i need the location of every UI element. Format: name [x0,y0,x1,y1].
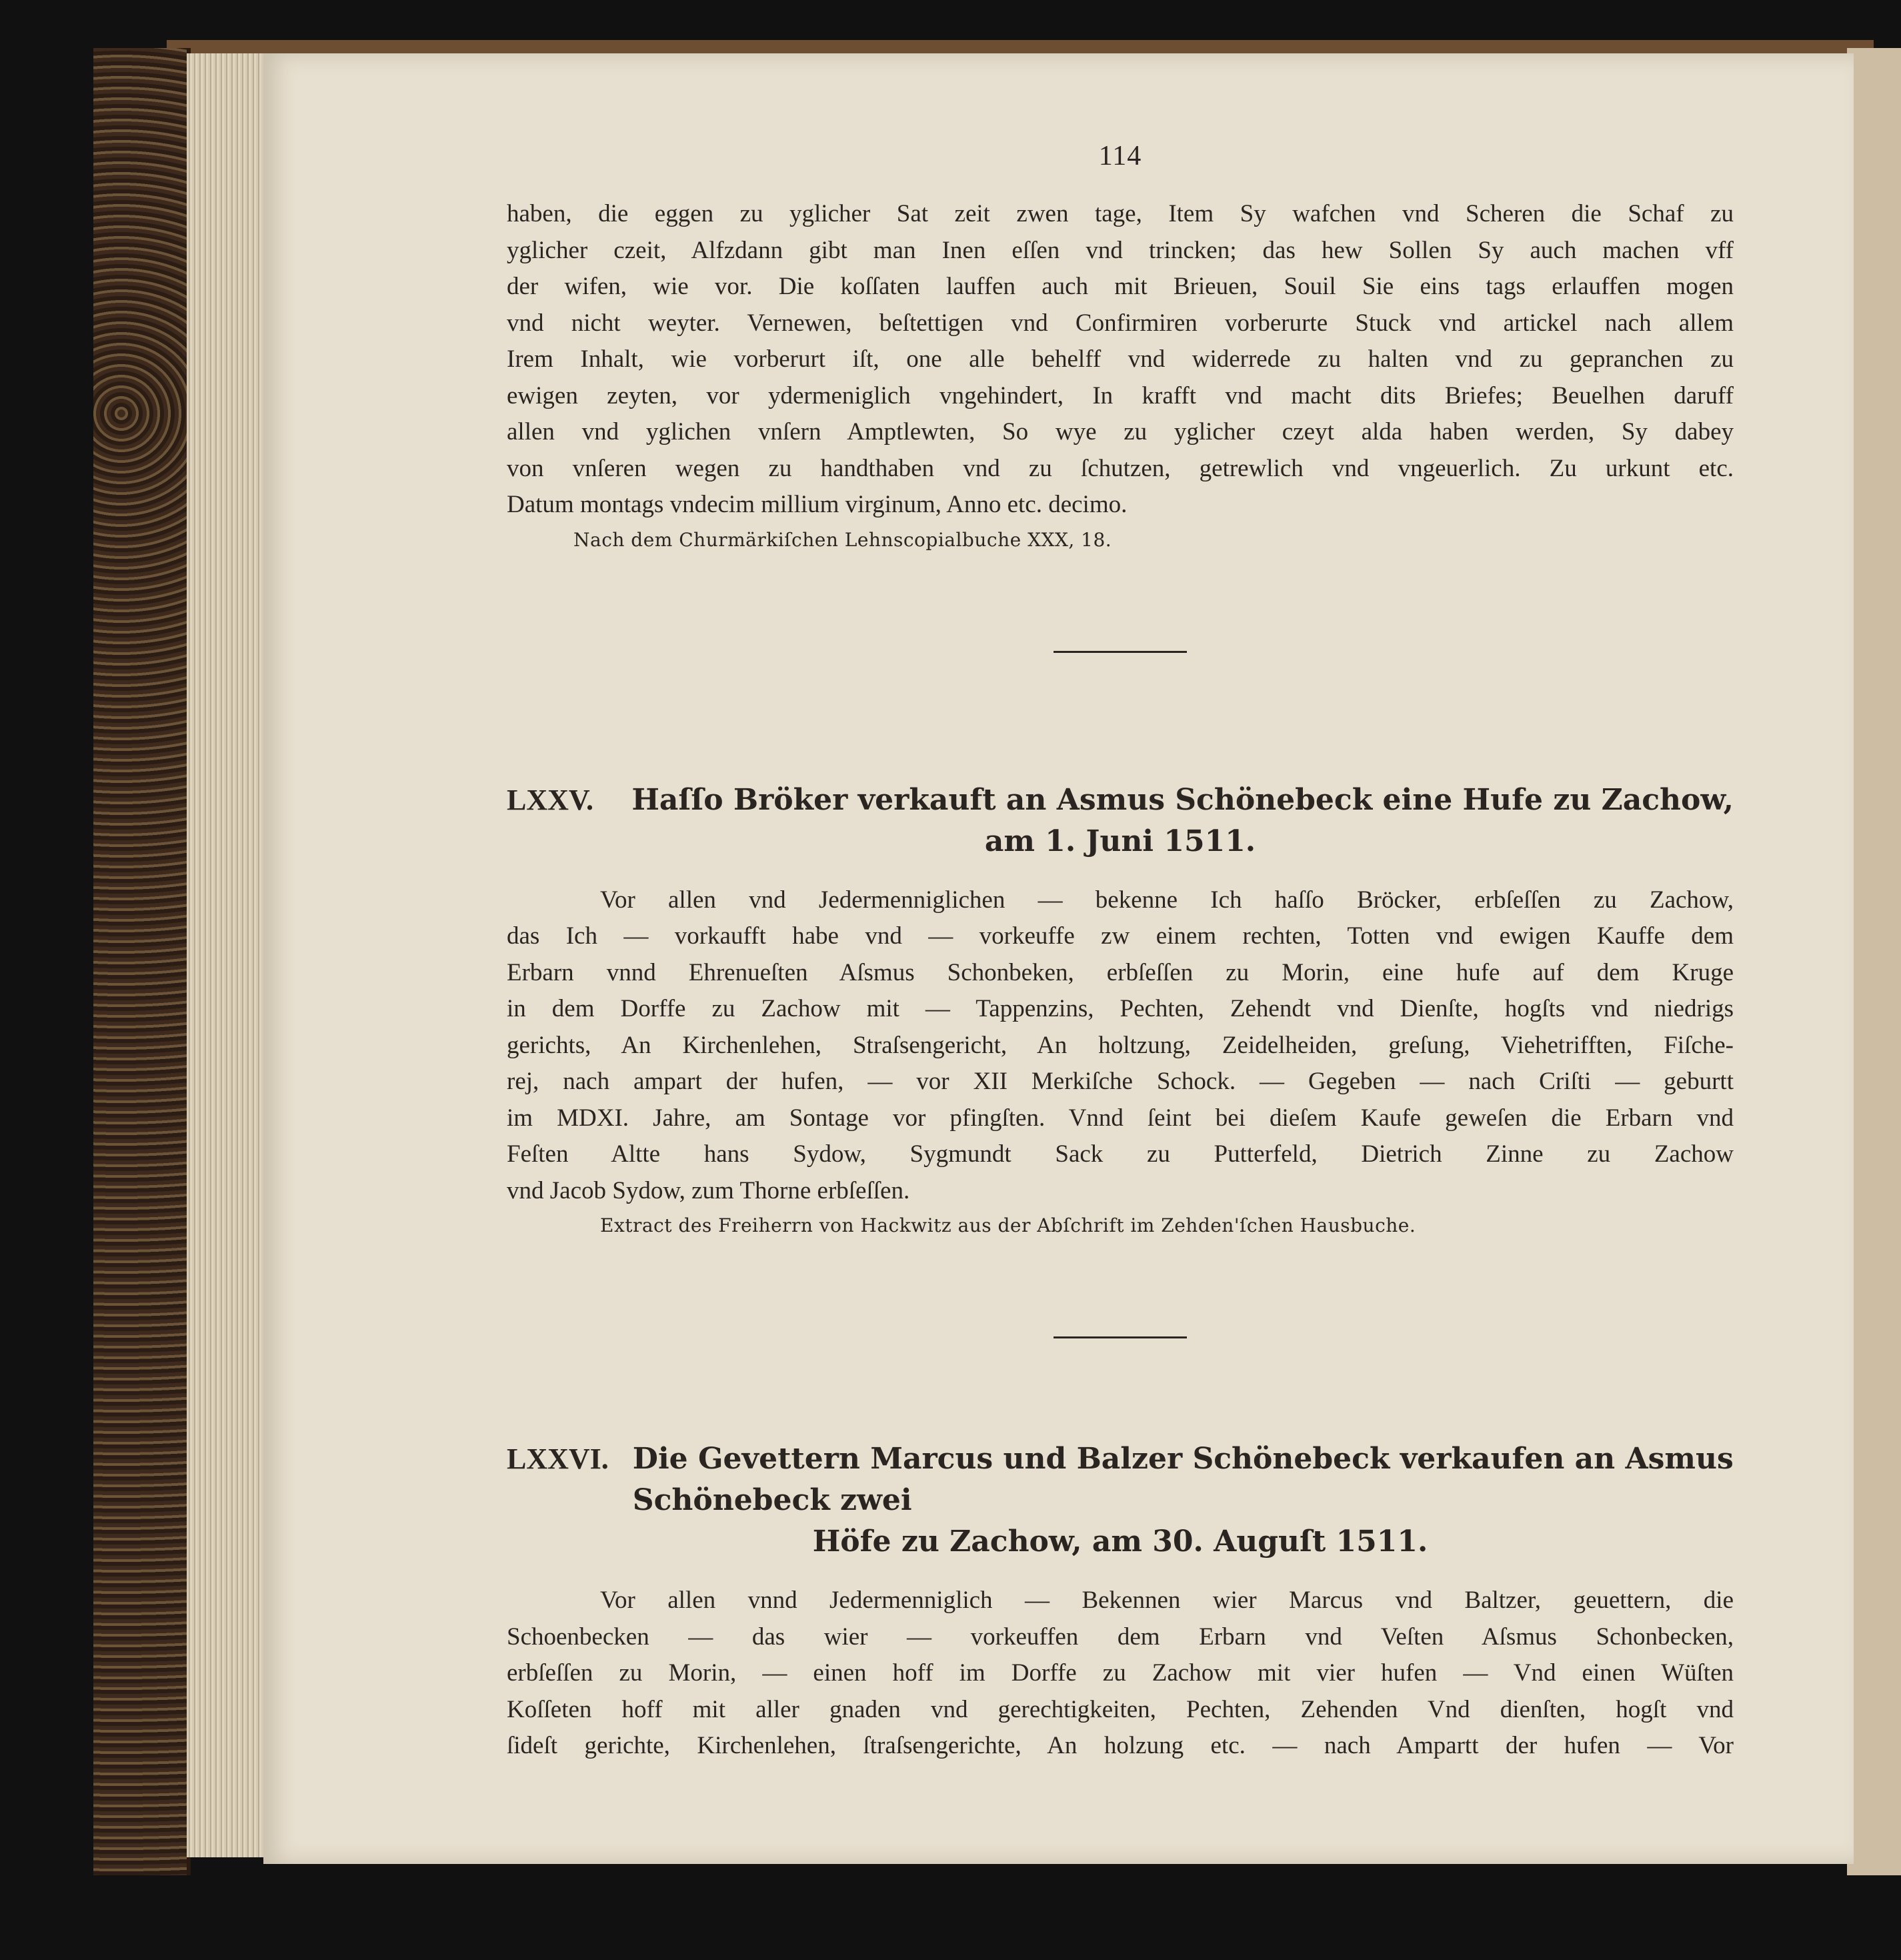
text-line: Schoenbecken — das wier — vorkeuffen dem Erbarn vnd Veſten Aſsmus Schonbecken, [507,1623,1734,1651]
marbled-cover [93,48,191,1875]
book-cover-right [1847,48,1901,1875]
section-number: LXXVI. [507,1442,609,1475]
page-edges [187,53,267,1857]
page-number: 114 [1098,141,1142,171]
text-line: Feſten Altte hans Sydow, Sygmundt Sack zu Putterfeld, Dietrich Zinne zu Zachow [507,1140,1734,1168]
text-line: ſideſt gerichte, Kirchenlehen, ſtraſsengerichte, An holzung etc. — nach Ampartt der hufen — Vor [507,1732,1734,1759]
text-line: von vnſeren wegen zu handthaben vnd zu ſchutzen, getrewlich vnd vngeuerlich. Zu urkunt etc. [507,454,1734,482]
source-note: Extract des Freiherrn von Hackwitz aus der Abſchrift im Zehden'ſchen Hausbuche. [600,1214,1416,1236]
text-line: Irem Inhalt, wie vorberurt iſt, one alle behelff vnd widerrede zu halten vnd zu gepranchen zu [507,345,1734,373]
text-line: rej, nach ampart der hufen, — vor XII Merkiſche Schock. — Gegeben — nach Criſti — geburtt [507,1068,1734,1095]
section-title-line2: Höfe zu Zachow, am 30. Auguſt 1511. [812,1525,1428,1559]
text-line: Erbarn vnnd Ehrenueſten Aſsmus Schonbeken, erbſeſſen zu Morin, eine hufe auf dem Kruge [507,958,1734,986]
section-divider [1054,1336,1187,1338]
text-line: der wifen, wie vor. Die koſſaten lauffen auch mit Brieuen, Souil Sie eins tags erlauffen mogen [507,273,1734,300]
section-lxxvi-paragraph [507,1583,1734,1765]
source-note: Nach dem Churmärkiſchen Lehnscopialbuche XXX, 18. [573,528,1112,551]
section-divider [1054,651,1187,653]
section-title: Die Gevettern Marcus und Balzer Schönebeck verkaufen an Asmus Schönebeck zwei [632,1442,1734,1517]
text-line: gerichts, An Kirchenlehen, Straſsengericht, An holtzung, Zeidelheiden, greſung, Viehetrifften, Fiſche- [507,1031,1734,1059]
text-line: vnd Jacob Sydow, zum Thorne erbſeſſen. [507,1176,910,1204]
text-line: Datum montags vndecim millium virginum, Anno etc. decimo. [507,491,1128,518]
text-line: Vor allen vnnd Jedermenniglich — Bekennen wier Marcus vnd Baltzer, geuettern, die [600,1587,1734,1614]
section-title: Haſſo Bröker verkauft an Asmus Schönebeck eine Hufe zu Zachow, [631,782,1734,817]
text-line: haben, die eggen zu yglicher Sat zeit zwen tage, Item Sy wafchen vnd Scheren die Schaf zu [507,200,1734,227]
text-line: Vor allen vnd Jedermenniglichen — bekenne Ich haſſo Bröcker, erbſeſſen zu Zachow, [600,886,1734,914]
text-line: allen vnd yglichen vnſern Amptlewten, So wye zu yglicher czeyt alda haben werden, Sy dabey [507,418,1734,445]
text-line: in dem Dorffe zu Zachow mit — Tappenzins, Pechten, Zehendt vnd Dienſte, hogſts vnd niedrigs [507,995,1734,1022]
section-lxxv-paragraph [507,882,1734,1210]
text-line: vnd nicht weyter. Vernewen, beſtettigen vnd Confirmiren vorberurte Stuck vnd artickel nach allem [507,309,1734,337]
text-line: im MDXI. Jahre, am Sontage vor pfingſten. Vnnd ſeint bei dieſem Kaufe geweſen die Erbarn vnd [507,1104,1734,1132]
page-content [507,140,1734,1765]
section-heading-lxxvi [507,1438,1734,1563]
text-line: ewigen zeyten, vor ydermeniglich vngehindert, In krafft vnd macht dits Briefes; Beuelhen daruff [507,381,1734,409]
text-line: das Ich — vorkaufft habe vnd — vorkeuffe zw einem rechten, Totten vnd ewigen Kauffe dem [507,922,1734,950]
text-line: yglicher czeit, Alfzdann gibt man Inen eſſen vnd trincken; das hew Sollen Sy auch machen vff [507,236,1734,264]
section-heading-lxxv [507,780,1734,862]
section-number: LXXV. [507,783,594,816]
section-title-line2: am 1. Juni 1511. [984,824,1256,858]
text-line: erbſeſſen zu Morin, — einen hoff im Dorffe zu Zachow mit vier hufen — Vnd einen Wüſten [507,1659,1734,1687]
text-line: Koſſeten hoff mit aller gnaden vnd gerechtigkeiten, Pechten, Zehenden Vnd dienſten, hogſt vnd [507,1695,1734,1723]
top-paragraph [507,196,1734,524]
